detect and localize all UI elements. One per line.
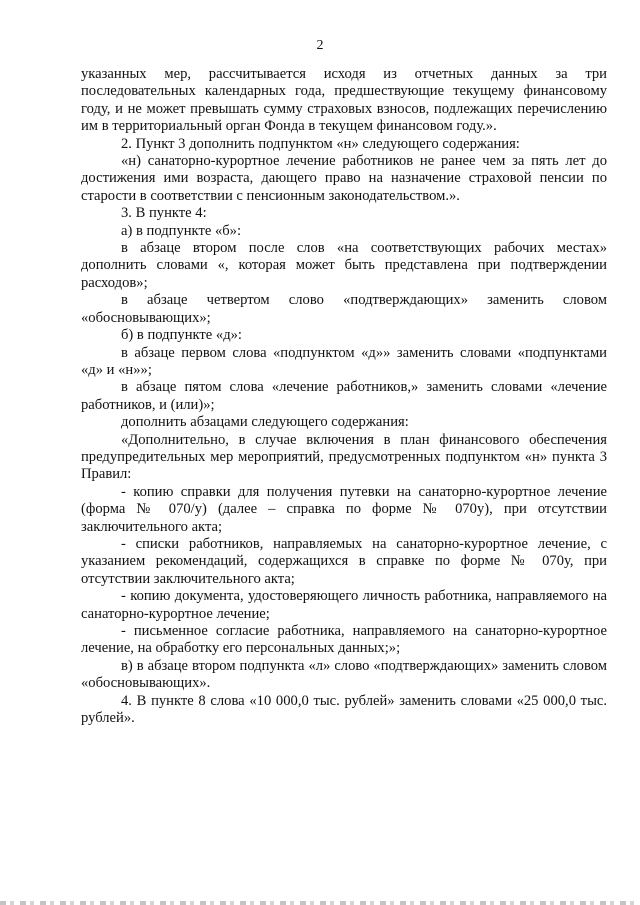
paragraph: в абзаце четвертом слово «подтверждающих» заменить словом «обосновывающих»; [81,292,607,326]
page-number: 2 [316,38,324,53]
paragraph: 3. В пункте 4: [121,205,207,222]
paragraph: в абзаце втором после слов «на соответствующих рабочих местах» дополнить словами «, которая может быть представлена при подтверждении расходов»; [81,240,607,291]
scan-edge-artifact [0,901,640,905]
paragraph: 4. В пункте 8 слова «10 000,0 тыс. рублей» заменить словами «25 000,0 тыс. рублей». [81,692,607,727]
paragraph: а) в подпункте «б»: [121,222,242,239]
paragraph: - копию документа, удостоверяющего личность работника, направляемого на санаторно-курортное лечение; [81,588,607,622]
paragraph: указанных мер, рассчитывается исходя из отчетных данных за три последовательных календарных года, предшествующие текущему финансовому году, и не может превышать сумму страховых взносов, подлежащих перечислению им в территориальный орган Фонда в текущем финансовом году.». [81,66,607,135]
paragraph: - списки работников, направляемых на санаторно-курортное лечение, с указанием рекомендаций, содержащихся в справке по форме № 070у, при отсутствии заключительного акта; [81,535,607,587]
paragraph: - письменное согласие работника, направляемого на санаторно-курортное лечение, на обработку его персональных данных;»; [81,623,607,657]
document-body [81,66,607,727]
paragraph: в абзаце первом слова «подпунктом «д»» заменить словами «подпунктами «д» и «н»»; [81,344,607,378]
paragraph: б) в подпункте «д»: [121,327,242,344]
paragraph: дополнить абзацами следующего содержания: [121,414,409,431]
paragraph: «Дополнительно, в случае включения в план финансового обеспечения предупредительных мер мероприятий, предусмотренных подпунктом «н» пункта 3 Правил: [81,431,607,483]
paragraph: в) в абзаце втором подпункта «л» слово «подтверждающих» заменить словом «обосновывающих». [81,657,607,692]
paragraph: 2. Пункт 3 дополнить подпунктом «н» следующего содержания: [121,135,520,152]
paragraph: «н) санаторно-курортное лечение работников не ранее чем за пять лет до достижения ими возраста, дающего право на назначение страховой пенсии по старости в соответствии с пенсионным законодательством.». [81,153,607,204]
paragraph: в абзаце пятом слова «лечение работников,» заменить словами «лечение работников, и (или)»; [81,379,607,413]
paragraph: - копию справки для получения путевки на санаторно-курортное лечение (форма № 070/у) (далее – справка по форме № 070у), при отсутствии заключительного акта; [81,483,607,535]
